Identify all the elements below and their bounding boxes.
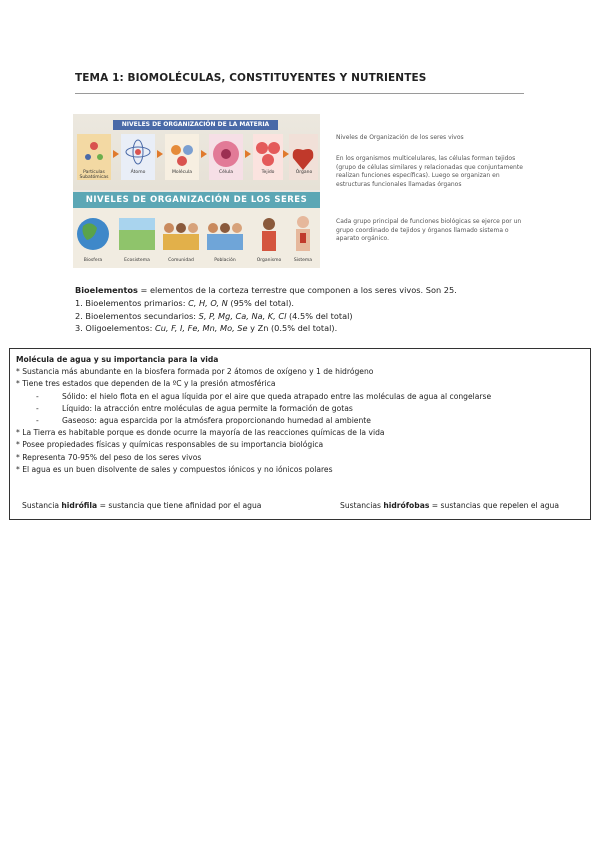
community-people-icon xyxy=(188,223,198,233)
oligo-elements: Cu, F, I, Fe, Mn, Mo, Se xyxy=(155,323,248,334)
ecosystem-sky-icon xyxy=(119,218,155,230)
water-bullet: * Representa 70-95% del peso de los seres vivos xyxy=(16,452,202,462)
system-organs-icon xyxy=(300,233,306,243)
tissue-cell-icon xyxy=(256,142,268,154)
label-biosphere: Biosfera xyxy=(83,258,103,263)
bioelements-def: = elementos de la corteza terrestre que componen a los seres vivos. Son 25. xyxy=(137,285,457,295)
community-people-icon xyxy=(176,223,186,233)
secondary-percent: (4.5% del total) xyxy=(286,310,353,321)
label-tissue: Tejido xyxy=(261,170,275,175)
label-cell: Célula xyxy=(218,170,234,175)
hydrophilic-term: hidrófila xyxy=(61,501,98,510)
tissue-cell-icon xyxy=(268,142,280,154)
label-subatomic: Partículas Subatómicas xyxy=(79,170,109,180)
subatomic-particle-icon xyxy=(90,142,98,150)
oligo-label: 3. Oligoelementos: xyxy=(75,323,156,334)
title-underline xyxy=(75,93,524,94)
water-bullet: * Posee propiedades físicas y químicas responsables de su importancia biológica xyxy=(16,440,324,450)
arrow-icon xyxy=(113,150,119,158)
primary-elements: C, H, O, N xyxy=(188,297,228,308)
organism-person-icon xyxy=(263,218,275,230)
water-bullet: * El agua es un buen disolvente de sales y compuestos iónicos y no iónicos polares xyxy=(16,464,333,474)
bioelements-primary xyxy=(75,297,515,310)
tissue-cell-icon xyxy=(262,154,274,166)
water-bullet: * Sustancia más abundante en la biosfera formada por 2 átomos de oxígeno y 1 de hidrógeno xyxy=(16,367,374,377)
cell-nucleus-icon xyxy=(221,149,231,159)
arrow-icon xyxy=(245,150,251,158)
bioelements-definition xyxy=(75,284,515,297)
label-community: Comunidad xyxy=(168,258,194,263)
water-molecule-box xyxy=(9,348,591,520)
subatomic-particle-icon xyxy=(97,154,103,160)
system-body-icon xyxy=(297,216,309,228)
hydrophilic-post: = sustancia que tiene afinidad por el agua xyxy=(97,501,262,510)
label-population: Población xyxy=(214,258,236,263)
molecule-icon xyxy=(171,145,181,155)
gas-text: Gaseoso: agua esparcida por la atmósfera proporcionando humedad al ambiente xyxy=(62,416,371,426)
label-atom: Átomo xyxy=(130,170,146,175)
primary-percent: (95% del total). xyxy=(227,297,295,308)
label-organ: Órgano xyxy=(295,170,313,175)
atom-nucleus-icon xyxy=(135,149,141,155)
side-note-paragraph-2: Cada grupo principal de funciones biológicas se ejerce por un grupo coordinado de tejidos y órganos llamado sistema o aparato orgánico. xyxy=(336,218,522,242)
water-heading: Molécula de agua y su importancia para la vida xyxy=(16,355,219,364)
arrow-icon xyxy=(283,150,289,158)
photo-header-matter: NIVELES DE ORGANIZACIÓN DE LA MATERIA xyxy=(113,120,278,130)
secondary-elements: S, P, Mg, Ca, Na, K, Cl xyxy=(198,310,287,321)
label-organism: Organismo xyxy=(256,258,282,263)
molecule-icon xyxy=(177,156,187,166)
primary-label: 1. Bioelementos primarios: xyxy=(75,297,189,308)
water-state-liquid: - Líquido: la atracción entre moléculas de agua permite la formación de gotas xyxy=(36,403,353,413)
oligo-percent: y Zn (0.5% del total). xyxy=(247,323,338,334)
community-people-icon xyxy=(164,223,174,233)
hydrophilic-definition xyxy=(22,501,261,510)
secondary-label: 2. Bioelementos secundarios: xyxy=(75,310,199,321)
page-title: TEMA 1: BIOMOLÉCULAS, CONSTITUYENTES Y NUTRIENTES xyxy=(75,72,427,84)
population-people-icon xyxy=(232,223,242,233)
bioelements-section xyxy=(75,284,515,335)
hydrophobic-post: = sustancias que repelen el agua xyxy=(429,501,560,510)
living-levels-illustration xyxy=(73,210,320,258)
label-molecule: Molécula xyxy=(172,170,192,175)
arrow-icon xyxy=(201,150,207,158)
bioelements-secondary xyxy=(75,310,515,323)
side-note-paragraph-1: En los organismos multicelulares, las células forman tejidos (grupo de células similares y relacionadas que conjuntamente realizan funciones específicas). Luego se organizan en estructuras funcionales llamadas órganos xyxy=(336,155,523,188)
hydrophobic-definition xyxy=(340,501,559,510)
bioelements-term: Bioelementos xyxy=(75,285,138,295)
label-system: Sistema xyxy=(293,258,313,263)
side-note-title: Niveles de Organización de los seres vivos xyxy=(336,134,464,141)
oligoelements xyxy=(75,322,515,335)
water-bullet: * Tiene tres estados que dependen de la ºC y la presión atmosférica xyxy=(16,379,276,389)
label-ecosystem: Ecosistema xyxy=(124,258,150,263)
hydrophilic-pre: Sustancia xyxy=(22,501,62,510)
hydrophobic-term: hidrófobas xyxy=(383,501,430,510)
arrow-icon xyxy=(157,150,163,158)
population-bodies-icon xyxy=(207,234,243,250)
population-people-icon xyxy=(208,223,218,233)
water-bullet: * La Tierra es habitable porque es donde ocurre la mayoría de las reacciones químicas de la vida xyxy=(16,428,385,438)
water-state-solid: - Sólido: el hielo flota en el agua líquida por el aire que queda atrapado entre las moléculas de agua al congelarse xyxy=(36,391,492,401)
molecule-icon xyxy=(183,145,193,155)
levels-of-organization-photo xyxy=(73,114,320,268)
subatomic-particle-icon xyxy=(85,154,91,160)
liquid-text: Líquido: la atracción entre moléculas de agua permite la formación de gotas xyxy=(62,403,353,413)
community-bodies-icon xyxy=(163,234,199,250)
hydrophobic-pre: Sustancias xyxy=(340,501,384,510)
water-state-gas: - Gaseoso: agua esparcida por la atmósfera proporcionando humedad al ambiente xyxy=(36,416,371,426)
population-people-icon xyxy=(220,223,230,233)
organism-body-icon xyxy=(262,231,276,251)
solid-text: Sólido: el hielo flota en el agua líquida por el aire que queda atrapado entre las moléculas de agua al congelarse xyxy=(62,391,492,401)
matter-levels-illustration xyxy=(73,132,320,190)
photo-header-living-beings: NIVELES DE ORGANIZACIÓN DE LOS SERES xyxy=(73,192,320,208)
